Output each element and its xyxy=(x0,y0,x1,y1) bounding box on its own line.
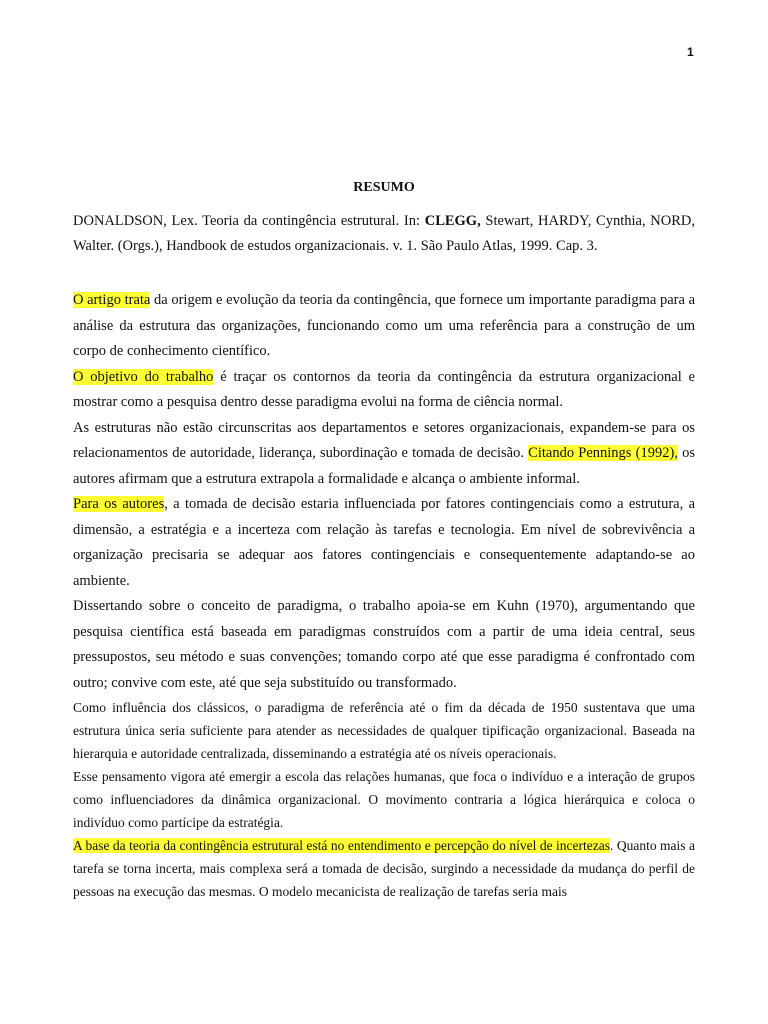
paragraph-7 xyxy=(73,765,695,834)
highlighted-phrase: O objetivo do trabalho xyxy=(73,368,214,385)
citation-part-2: Stewart, HARDY, Cynthia, NORD, Walter. (Orgs.), Handbook de estudos organizacionais. v. 1. São Paulo Atlas, 1999. Cap. 3. xyxy=(73,213,695,254)
paragraph-5 xyxy=(73,594,695,696)
paragraph-text: , a tomada de decisão estaria influenciada por fatores contingenciais como a estrutura, a dimensão, a estratégia e a incerteza com relação às tarefas e tecnologia. Em nível de sobrevivência a organização precisaria se adequar aos fatores contingenciais e consequentemente adaptando-se ao ambiente. xyxy=(73,496,695,589)
citation-part-1: DONALDSON, Lex. Teoria da contingência estrutural. In: xyxy=(73,213,425,229)
bibliographic-citation xyxy=(73,209,695,259)
paragraph-2 xyxy=(73,365,695,416)
citation-bold-author: CLEGG, xyxy=(424,213,481,229)
paragraph-text: os autores afirmam que a estrutura extrapola a formalidade e alcança o ambiente informal. xyxy=(73,445,696,487)
paragraph-text: Dissertando sobre o conceito de paradigma, o trabalho apoia-se em Kuhn (1970), argumentando que pesquisa científica está baseada em paradigmas construídos com a partir de uma ideia central, seus pressupostos, seu método e suas convenções; tomando corpo até que esse paradigma é confrontado com outro; convive com este, até que seja substituído ou transformado. xyxy=(73,598,695,691)
paragraph-text: da origem e evolução da teoria da contingência, que fornece um importante paradigma para a análise da estrutura das organizações, funcionando como um uma referência para a construção de um corpo de conhecimento científico. xyxy=(73,292,695,359)
highlighted-phrase: O artigo trata xyxy=(73,292,151,308)
paragraph-3 xyxy=(73,416,695,493)
page-title: RESUMO xyxy=(353,180,415,195)
paragraph-4 xyxy=(73,492,695,594)
highlighted-phrase: Citando Pennings (1992), xyxy=(528,445,678,461)
highlighted-phrase: A base da teoria da contingência estrutural está no entendimento e percepção do nível de incertezas xyxy=(73,838,610,853)
paragraph-text-pre: As estruturas não estão circunscritas aos departamentos e setores organizacionais, expandem-se para os relacionamentos de autoridade, liderança, subordinação e tomada de decisão. xyxy=(73,419,695,461)
highlighted-phrase: Para os autores xyxy=(73,496,165,512)
page-number: 1 xyxy=(687,45,694,59)
paragraph-6 xyxy=(73,696,695,765)
paragraph-1 xyxy=(73,288,695,365)
paragraph-text: Como influência dos clássicos, o paradigma de referência até o fim da década de 1950 sustentava que uma estrutura única seria suficiente para atender as necessidades de qualquer tipificação organizacional. Baseada na hierarquia e autoridade centralizada, disseminando a estratégia até os níveis operacionais. xyxy=(73,700,695,761)
paragraph-text: . Quanto mais a tarefa se torna incerta, mais complexa será a tomada de decisão, surgindo a necessidade da mudança do perfil de pessoas na execução das mesmas. O modelo mecanicista de realização de tarefas seria mais xyxy=(73,838,695,899)
paragraph-text: é traçar os contornos da teoria da contingência da estrutura organizacional e mostrar como a pesquisa dentro desse paradigma evolui na forma de ciência normal. xyxy=(73,368,695,410)
summary-body xyxy=(73,288,695,903)
paragraph-text: Esse pensamento vigora até emergir a escola das relações humanas, que foca o indivíduo e a interação de grupos como influenciadores da dinâmica organizacional. O movimento contraria a lógica hierárquica e coloca o indivíduo como partícipe da estratégia. xyxy=(73,769,695,830)
paragraph-8 xyxy=(73,834,695,903)
